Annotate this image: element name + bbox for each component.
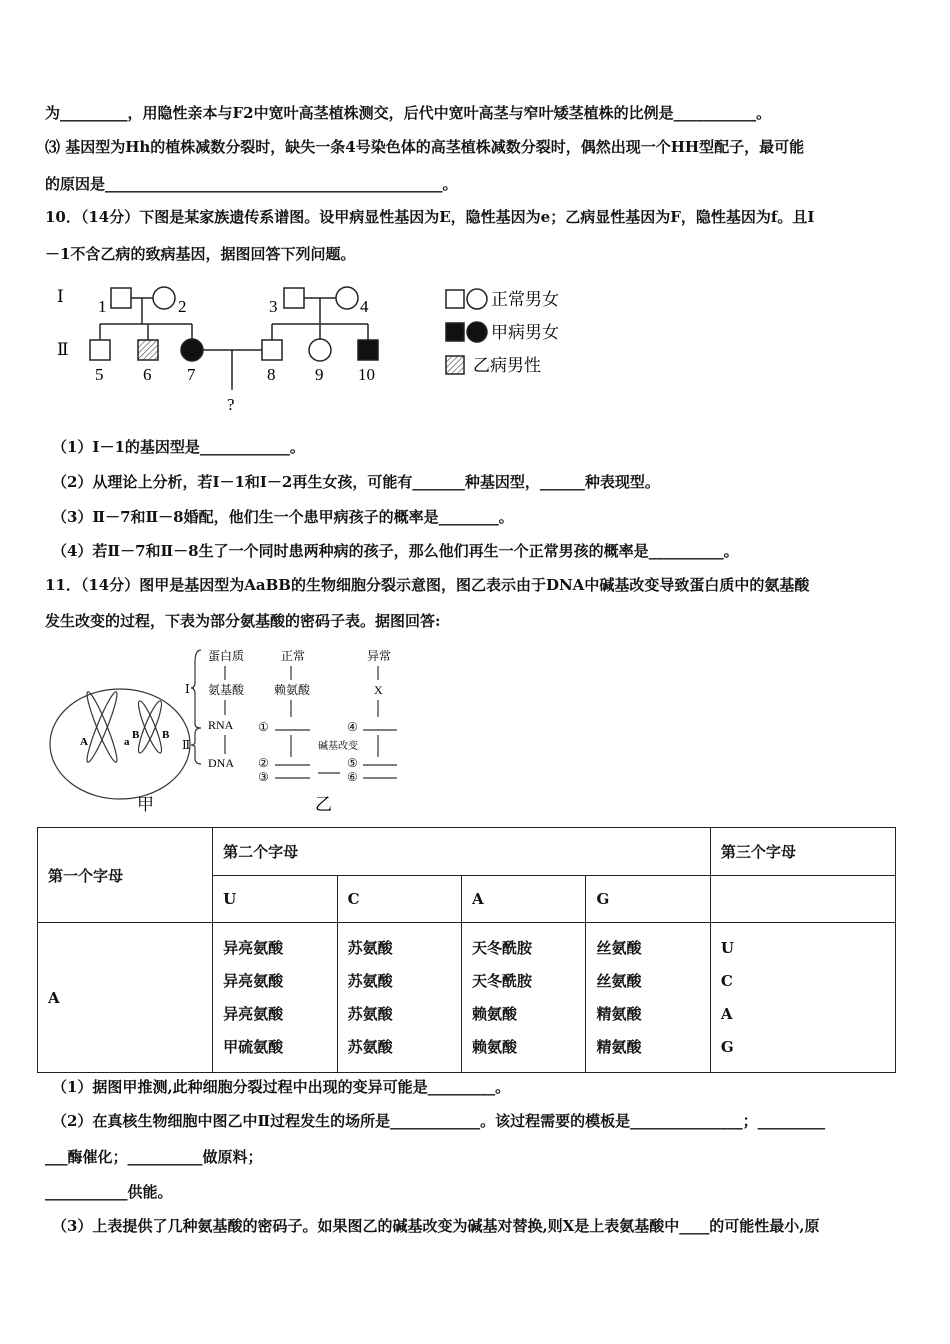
legend-normal-male-icon <box>446 290 464 308</box>
amino-acid: 丝氨酸 <box>596 971 642 990</box>
text-line: ___酶催化；__________做原料； <box>45 1148 263 1166</box>
label-7: 7 <box>187 365 196 384</box>
strand-label: ⑤ <box>347 756 358 770</box>
figure-label-yi: 乙 <box>315 795 332 814</box>
amino-acid: 丝氨酸 <box>596 938 642 957</box>
legend-label: 正常男女 <box>491 290 559 309</box>
legend-disease-male-icon <box>446 323 464 341</box>
legend-disease-female-icon <box>467 322 487 342</box>
codon-column-c <box>337 923 461 1073</box>
codon-table <box>37 827 896 1073</box>
abnormal-label: 异常 <box>367 649 392 663</box>
legend-hatched-male-icon <box>446 356 464 374</box>
text-line: ⑶ 基因型为Hh的植株减数分裂时，缺失一条4号染色体的高茎植株减数分裂时，偶然出现一个HH型配子，最可能 <box>45 138 805 156</box>
strand-label: ⑥ <box>347 770 358 784</box>
legend-label: 甲病男女 <box>491 323 559 342</box>
amino-acid: 赖氨酸 <box>472 1037 518 1056</box>
strand-label: ④ <box>347 720 358 734</box>
first-letter: A <box>38 923 213 1073</box>
question-11-3: （3）上表提供了几种氨基酸的密码子。如果图乙的碱基改变为碱基对替换,则X是上表氨基酸中____的可能性最小,原 <box>52 1217 820 1235</box>
codon-column-u <box>213 923 337 1073</box>
header-first-letter: 第一个字母 <box>38 828 213 923</box>
question-11-2: （2）在真核生物细胞中图乙中Ⅱ过程发生的场所是____________。该过程需要的模板是_______________；_________ <box>52 1112 826 1130</box>
abnormal-amino-acid: X <box>374 683 383 697</box>
normal-label: 正常 <box>281 649 306 663</box>
question-11-1: （1）据图甲推测,此种细胞分裂过程中出现的变异可能是_________。 <box>52 1078 511 1096</box>
amino-acid: 异亮氨酸 <box>223 1004 284 1023</box>
amino-acid: 精氨酸 <box>596 1004 642 1023</box>
individual-6 <box>138 340 158 360</box>
text-line: －1不含乙病的致病基因，据图回答下列问题。 <box>45 245 356 263</box>
amino-acid: 苏氨酸 <box>347 1004 393 1023</box>
question-10-title: 10．（14分）下图是某家族遗传系谱图。设甲病显性基因为E，隐性基因为e；乙病显性基因为F，隐性基因为f。且Ⅰ <box>45 208 815 226</box>
normal-amino-acid: 赖氨酸 <box>274 683 311 697</box>
question-10-2: （2）从理论上分析，若Ⅰ－1和Ⅰ－2再生女孩，可能有_______种基因型，______种表现型。 <box>52 473 660 491</box>
chromosomes <box>83 690 165 764</box>
header-third-letter: 第三个字母 <box>710 828 895 876</box>
arrows <box>225 666 397 778</box>
amino-acid: 甲硫氨酸 <box>223 1037 284 1056</box>
second-letter: U <box>213 876 337 923</box>
label-10: 10 <box>358 365 375 384</box>
individual-2 <box>153 287 175 309</box>
label-1: 1 <box>98 297 107 316</box>
third-letter: U <box>720 938 734 957</box>
generation-label: Ⅰ <box>57 287 64 306</box>
strand-label: ① <box>258 720 269 734</box>
third-letter: G <box>720 1037 734 1056</box>
codon-column-a <box>462 923 586 1073</box>
cell-outline <box>50 689 190 799</box>
table-row <box>38 923 896 1073</box>
question-10-4: （4）若Ⅱ－7和Ⅱ－8生了一个同时患两种病的孩子，那么他们再生一个正常男孩的概率是__________。 <box>52 542 739 560</box>
text-line: 的原因是_____________________________________________。 <box>45 175 458 193</box>
text-line: 为_________，用隐性亲本与F2中宽叶高茎植株测交，后代中宽叶高茎与窄叶矮茎植株的比例是___________。 <box>45 104 772 122</box>
amino-acid: 苏氨酸 <box>347 938 393 957</box>
base-change-label: 碱基改变 <box>318 741 358 752</box>
generation-label: Ⅱ <box>57 340 69 359</box>
second-letter: G <box>586 876 710 923</box>
figure-label-jia: 甲 <box>137 795 154 814</box>
question-10-1: （1）Ⅰ－1的基因型是____________。 <box>52 438 305 456</box>
amino-acid: 天冬酰胺 <box>472 971 533 990</box>
label-5: 5 <box>95 365 104 384</box>
pedigree-chart <box>45 282 605 417</box>
third-letters <box>710 923 895 1073</box>
flow-amino-acid: 氨基酸 <box>208 683 245 697</box>
label-3: 3 <box>269 297 278 316</box>
amino-acid: 异亮氨酸 <box>223 938 284 957</box>
label-6: 6 <box>143 365 152 384</box>
amino-acid: 精氨酸 <box>596 1037 642 1056</box>
individual-1 <box>111 288 131 308</box>
label-9: 9 <box>315 365 324 384</box>
individual-8 <box>262 340 282 360</box>
individual-9 <box>309 339 331 361</box>
amino-acid: 苏氨酸 <box>347 1037 393 1056</box>
third-letter-blank <box>710 876 895 923</box>
label-4: 4 <box>360 297 369 316</box>
legend-normal-female-icon <box>467 289 487 309</box>
amino-acid: 天冬酰胺 <box>472 938 533 957</box>
third-letter: A <box>720 1004 733 1023</box>
gene-label: B <box>132 729 140 741</box>
individual-10 <box>358 340 378 360</box>
text-line: ___________供能。 <box>45 1183 173 1201</box>
question-11-title: 11．（14分）图甲是基因型为AaBB的生物细胞分裂示意图，图乙表示由于DNA中碱基改变导致蛋白质中的氨基酸 <box>45 576 810 594</box>
text-line: 发生改变的过程，下表为部分氨基酸的密码子表。据图回答: <box>45 612 441 630</box>
amino-acid: 赖氨酸 <box>472 1004 518 1023</box>
codon-column-g <box>586 923 710 1073</box>
strand-label: ② <box>258 756 269 770</box>
individual-7 <box>181 339 203 361</box>
label-2: 2 <box>178 297 187 316</box>
figure-cell-and-process <box>45 642 405 820</box>
second-letter: C <box>337 876 461 923</box>
individual-3 <box>284 288 304 308</box>
individual-5 <box>90 340 110 360</box>
label-child: ? <box>227 395 235 414</box>
process-label: Ⅱ <box>182 738 191 752</box>
gene-label: B <box>162 729 170 741</box>
header-second-letter: 第二个字母 <box>213 828 711 876</box>
strand-label: ③ <box>258 770 269 784</box>
third-letter: C <box>720 971 733 990</box>
process-label: Ⅰ <box>185 682 190 696</box>
flow-dna: DNA <box>208 756 234 770</box>
flow-protein: 蛋白质 <box>208 649 245 663</box>
legend-label: 乙病男性 <box>473 356 541 375</box>
amino-acid: 苏氨酸 <box>347 971 393 990</box>
gene-label: A <box>80 736 88 748</box>
label-8: 8 <box>267 365 276 384</box>
flow-rna: RNA <box>208 718 234 732</box>
amino-acid: 异亮氨酸 <box>223 971 284 990</box>
individual-4 <box>336 287 358 309</box>
gene-label: a <box>124 736 130 748</box>
question-10-3: （3）Ⅱ－7和Ⅱ－8婚配，他们生一个患甲病孩子的概率是________。 <box>52 508 514 526</box>
second-letter: A <box>462 876 586 923</box>
